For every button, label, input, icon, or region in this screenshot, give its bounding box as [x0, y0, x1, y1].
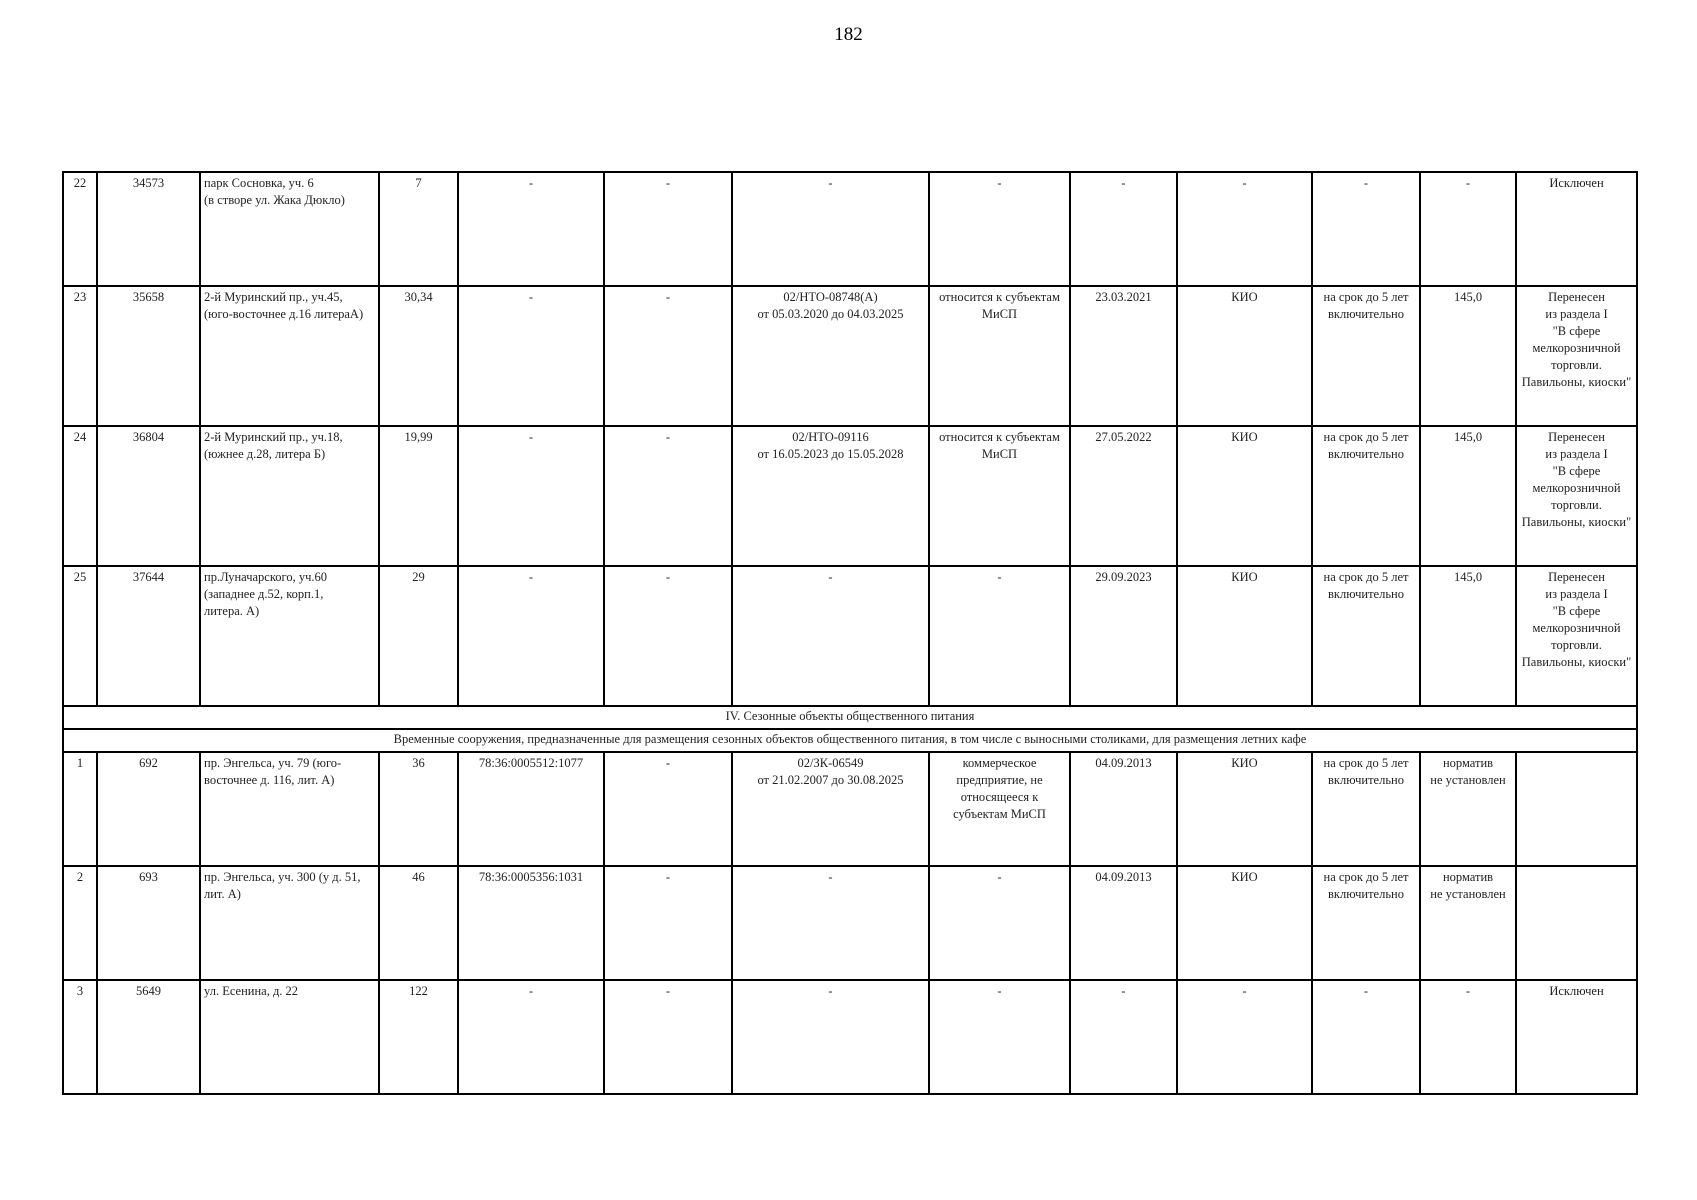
subject-status-cell: относится к субъектам МиСП — [929, 426, 1070, 566]
note-cell: Перенесен из раздела I "В сфере мелкорозничной торговли. Павильоны, киоски" — [1516, 286, 1637, 426]
table-row — [63, 980, 1637, 1094]
object-id-cell: 36804 — [97, 426, 200, 566]
page-number: 182 — [834, 24, 863, 45]
object-id-cell: 37644 — [97, 566, 200, 706]
contract-cell: - — [732, 566, 929, 706]
row-number-cell: 1 — [63, 752, 97, 866]
date-cell: 29.09.2023 — [1070, 566, 1177, 706]
object-id-cell: 5649 — [97, 980, 200, 1094]
note-cell: Перенесен из раздела I "В сфере мелкорозничной торговли. Павильоны, киоски" — [1516, 566, 1637, 706]
subject-status-cell: коммерческое предприятие, не относящееся к субъектам МиСП — [929, 752, 1070, 866]
organization-cell: - — [1177, 980, 1312, 1094]
address-cell: пр. Энгельса, уч. 300 (у д. 51, лит. А) — [200, 866, 379, 980]
area-cell: 36 — [379, 752, 458, 866]
note-cell — [1516, 866, 1637, 980]
rate-cell: норматив не установлен — [1420, 866, 1516, 980]
object-id-cell: 693 — [97, 866, 200, 980]
table-row — [63, 286, 1637, 426]
term-cell: на срок до 5 лет включительно — [1312, 426, 1420, 566]
date-cell: 04.09.2013 — [1070, 866, 1177, 980]
contract-cell: 02/НТО-08748(А) от 05.03.2020 до 04.03.2025 — [732, 286, 929, 426]
cadastral-number-cell: - — [458, 980, 604, 1094]
table-row — [63, 172, 1637, 286]
term-cell: на срок до 5 лет включительно — [1312, 866, 1420, 980]
table-row — [63, 866, 1637, 980]
register-table — [62, 171, 1638, 1095]
address-cell: пр. Энгельса, уч. 79 (юго-восточнее д. 116, лит. А) — [200, 752, 379, 866]
address-cell: парк Сосновка, уч. 6 (в створе ул. Жака Дюкло) — [200, 172, 379, 286]
contract-cell: 02/НТО-09116 от 16.05.2023 до 15.05.2028 — [732, 426, 929, 566]
date-cell: - — [1070, 980, 1177, 1094]
table-row — [63, 566, 1637, 706]
date-cell: 04.09.2013 — [1070, 752, 1177, 866]
rate-cell: - — [1420, 172, 1516, 286]
date-cell: - — [1070, 172, 1177, 286]
term-cell: на срок до 5 лет включительно — [1312, 566, 1420, 706]
term-cell: - — [1312, 172, 1420, 286]
cadastral-number-cell: - — [458, 172, 604, 286]
table-row — [63, 752, 1637, 866]
cadastral-number-cell: - — [458, 426, 604, 566]
subject-status-cell: - — [929, 566, 1070, 706]
rate-cell: - — [1420, 980, 1516, 1094]
column-6-cell: - — [604, 752, 732, 866]
contract-cell: - — [732, 866, 929, 980]
term-cell: на срок до 5 лет включительно — [1312, 286, 1420, 426]
area-cell: 46 — [379, 866, 458, 980]
row-number-cell: 25 — [63, 566, 97, 706]
column-6-cell: - — [604, 566, 732, 706]
row-number-cell: 3 — [63, 980, 97, 1094]
area-cell: 7 — [379, 172, 458, 286]
note-cell — [1516, 752, 1637, 866]
rate-cell: норматив не установлен — [1420, 752, 1516, 866]
cadastral-number-cell: - — [458, 566, 604, 706]
rate-cell: 145,0 — [1420, 566, 1516, 706]
address-cell: 2-й Муринский пр., уч.18, (южнее д.28, литера Б) — [200, 426, 379, 566]
address-cell: 2-й Муринский пр., уч.45, (юго-восточнее д.16 литераА) — [200, 286, 379, 426]
date-cell: 23.03.2021 — [1070, 286, 1177, 426]
contract-cell: 02/ЗК-06549 от 21.02.2007 до 30.08.2025 — [732, 752, 929, 866]
column-6-cell: - — [604, 172, 732, 286]
table-row — [63, 426, 1637, 566]
organization-cell: КИО — [1177, 752, 1312, 866]
object-id-cell: 692 — [97, 752, 200, 866]
area-cell: 30,34 — [379, 286, 458, 426]
section-subtitle: Временные сооружения, предназначенные для размещения сезонных объектов общественного питания, в том числе с выносными столиками, для размещения летних кафе — [63, 729, 1637, 752]
subject-status-cell: относится к субъектам МиСП — [929, 286, 1070, 426]
rate-cell: 145,0 — [1420, 426, 1516, 566]
row-number-cell: 2 — [63, 866, 97, 980]
organization-cell: КИО — [1177, 426, 1312, 566]
subject-status-cell: - — [929, 980, 1070, 1094]
column-6-cell: - — [604, 286, 732, 426]
address-cell: ул. Есенина, д. 22 — [200, 980, 379, 1094]
area-cell: 122 — [379, 980, 458, 1094]
area-cell: 29 — [379, 566, 458, 706]
object-id-cell: 35658 — [97, 286, 200, 426]
term-cell: на срок до 5 лет включительно — [1312, 752, 1420, 866]
subject-status-cell: - — [929, 866, 1070, 980]
contract-cell: - — [732, 172, 929, 286]
row-number-cell: 22 — [63, 172, 97, 286]
organization-cell: КИО — [1177, 566, 1312, 706]
row-number-cell: 24 — [63, 426, 97, 566]
address-cell: пр.Луначарского, уч.60 (западнее д.52, корп.1, литера. А) — [200, 566, 379, 706]
note-cell: Исключен — [1516, 172, 1637, 286]
cadastral-number-cell: 78:36:0005356:1031 — [458, 866, 604, 980]
date-cell: 27.05.2022 — [1070, 426, 1177, 566]
term-cell: - — [1312, 980, 1420, 1094]
row-number-cell: 23 — [63, 286, 97, 426]
organization-cell: - — [1177, 172, 1312, 286]
contract-cell: - — [732, 980, 929, 1094]
note-cell: Перенесен из раздела I "В сфере мелкорозничной торговли. Павильоны, киоски" — [1516, 426, 1637, 566]
rate-cell: 145,0 — [1420, 286, 1516, 426]
object-id-cell: 34573 — [97, 172, 200, 286]
area-cell: 19,99 — [379, 426, 458, 566]
organization-cell: КИО — [1177, 286, 1312, 426]
cadastral-number-cell: - — [458, 286, 604, 426]
column-6-cell: - — [604, 866, 732, 980]
subject-status-cell: - — [929, 172, 1070, 286]
organization-cell: КИО — [1177, 866, 1312, 980]
column-6-cell: - — [604, 980, 732, 1094]
cadastral-number-cell: 78:36:0005512:1077 — [458, 752, 604, 866]
note-cell: Исключен — [1516, 980, 1637, 1094]
section-title: IV. Сезонные объекты общественного питания — [63, 706, 1637, 729]
column-6-cell: - — [604, 426, 732, 566]
